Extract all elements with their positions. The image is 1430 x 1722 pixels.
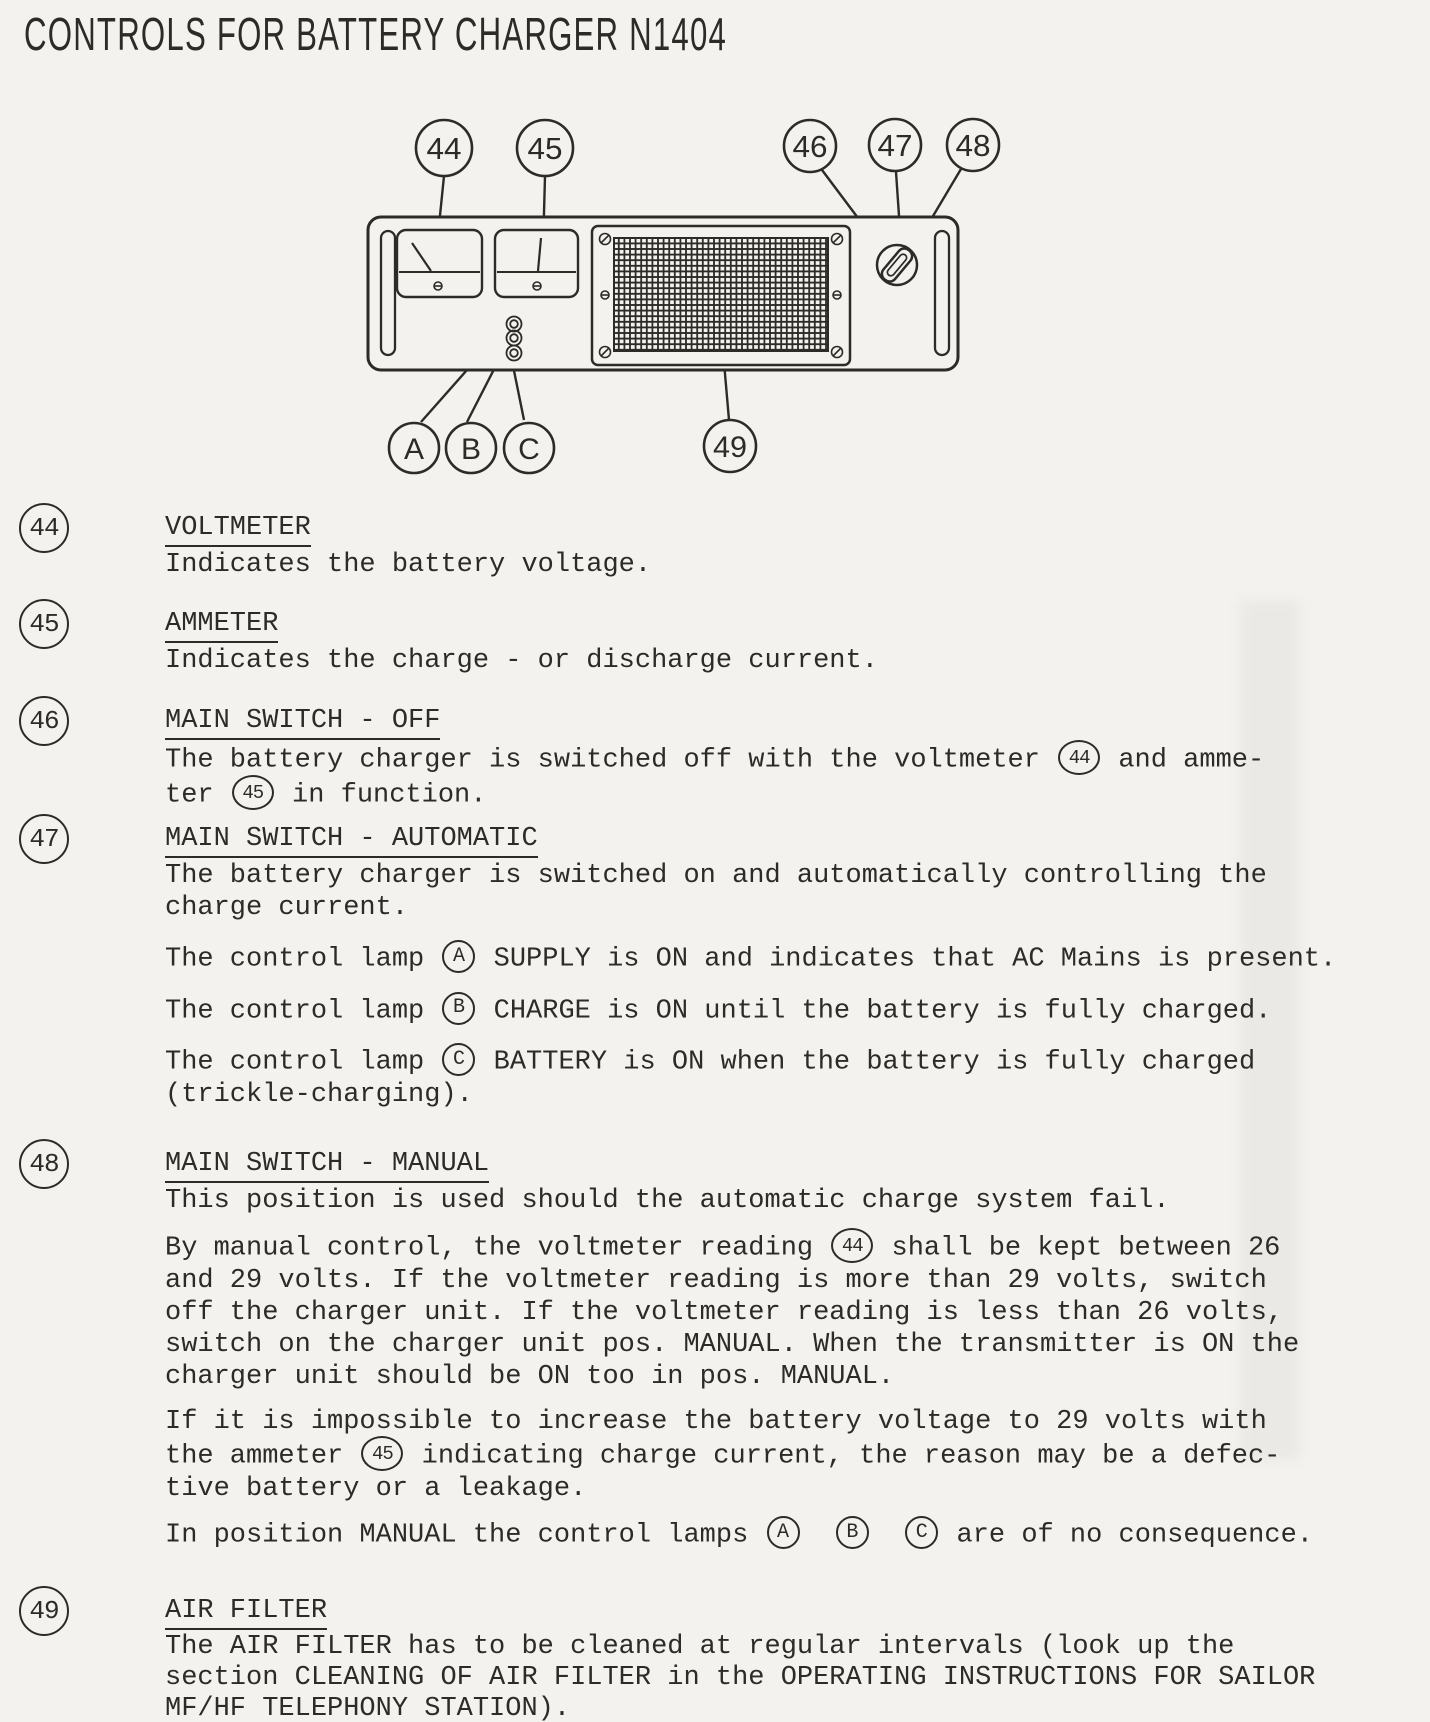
section-heading-text: AMMETER [165,608,278,643]
section-heading-text: VOLTMETER [165,512,311,547]
inline-ref-circle-c: C [442,1043,475,1076]
text-segment: The AIR FILTER has to be cleaned at regular intervals (look up the [165,1632,1235,1662]
section-body [165,1148,1315,1552]
callout-c-label: C [518,433,540,466]
paragraph [165,994,1315,1028]
paragraph [165,742,1315,812]
section-heading [165,1148,1315,1183]
text-segment: charger unit should be ON too in pos. MANUAL. [165,1362,895,1392]
inline-ref-circle-44: 44 [1058,740,1100,775]
text-line [165,549,1315,581]
text-segment: The control lamp [165,944,441,975]
page-title: CONTROLS FOR BATTERY CHARGER N1404 [24,10,728,61]
text-segment: charge current. [165,893,409,923]
callout-b-label: B [460,433,482,466]
paragraph [165,1185,1315,1217]
text-segment: The control lamp [165,996,441,1027]
callout-46-label: 46 [792,129,828,164]
text-segment [871,1521,903,1551]
text-segment: BATTERY is ON when the battery is fully charged [477,1047,1256,1078]
air-filter-grille [592,226,850,365]
section-heading-text: MAIN SWITCH - OFF [165,705,440,740]
section-ref-badge: 46 [19,696,69,746]
inline-ref-circle-c: C [905,1516,938,1549]
section-body [165,608,1315,677]
section-body [165,705,1315,812]
text-line [165,1518,1315,1552]
text-segment: the ammeter [165,1441,360,1472]
section-body [165,823,1337,1111]
text-line [165,1632,1315,1663]
inline-ref-circle-b: B [836,1516,869,1549]
paragraph [165,860,1315,924]
inline-ref-circle-a: A [767,1516,800,1549]
text-line [165,1297,1315,1329]
inline-ref-circle-a: A [442,940,475,973]
section-heading-text: MAIN SWITCH - MANUAL [165,1148,489,1183]
paragraph [165,1230,1315,1393]
text-segment: are of no consequence. [940,1520,1313,1551]
callout-47-label: 47 [877,128,913,163]
text-line [165,1663,1315,1694]
text-segment: The control lamp [165,1047,441,1078]
text-line [165,645,1315,677]
section-ref-badge: 47 [19,814,69,864]
section-heading [165,705,1315,740]
inline-ref-circle-44: 44 [831,1228,873,1263]
text-segment: off the charger unit. If the voltmeter reading is less than 26 volts, [165,1298,1283,1328]
text-segment: indicating charge current, the reason may be a defec- [405,1441,1281,1472]
text-line [165,1185,1315,1217]
text-segment: and amme- [1102,745,1265,776]
text-segment: CHARGE is ON until the battery is fully charged. [477,996,1272,1027]
section-48 [0,1148,1430,1565]
rotary-knob[interactable] [877,245,917,285]
paragraph [165,1518,1315,1552]
paragraph [165,1045,1315,1111]
text-segment: If it is impossible to increase the battery voltage to 29 volts with [165,1407,1267,1437]
filter-mesh [614,238,828,351]
text-segment: The battery charger is switched off with the voltmeter [165,745,1057,776]
text-line [165,1230,1315,1265]
text-segment: section CLEANING OF AIR FILTER in the OPERATING INSTRUCTIONS FOR SAILOR [165,1663,1316,1693]
inline-ref-circle-45: 45 [361,1436,403,1471]
text-segment: ter [165,780,230,811]
callout-a-label: A [403,433,425,466]
callout-45-label: 45 [527,131,563,166]
section-ref-badge: 48 [19,1139,69,1189]
text-segment: The battery charger is switched on and automatically controlling the [165,861,1267,891]
section-heading [165,823,1315,858]
paragraph [165,645,1315,677]
text-segment: in function. [275,780,487,811]
text-line [165,1045,1315,1079]
text-line [165,1079,1315,1111]
text-segment: shall be kept between 26 [875,1233,1281,1264]
text-line [165,1694,1315,1722]
text-segment: (trickle-charging). [165,1079,473,1110]
section-heading [165,1595,1315,1630]
inline-ref-circle-45: 45 [232,775,274,810]
text-line [165,1406,1315,1438]
section-heading-text: MAIN SWITCH - AUTOMATIC [165,823,538,858]
text-line [165,1329,1315,1361]
text-segment: SUPPLY is ON and indicates that AC Mains is present. [477,944,1337,975]
callout-49-label: 49 [713,431,747,464]
text-line [165,860,1315,892]
text-line [165,1438,1315,1473]
callout-44-label: 44 [426,131,462,166]
text-segment: Indicates the battery voltage. [165,550,652,580]
section-49 [0,1595,1430,1722]
paragraph [165,1632,1315,1722]
section-ref-badge: 45 [19,599,69,649]
callout-48-label: 48 [955,128,991,163]
text-line [165,994,1315,1028]
section-45 [0,608,1430,690]
section-46 [0,705,1430,825]
text-segment: Indicates the charge - or discharge current. [165,646,878,676]
text-segment: tive battery or a leakage. [165,1474,587,1504]
section-heading [165,608,1315,643]
text-line [165,1361,1315,1393]
section-body [165,512,1315,581]
paragraph [165,1406,1315,1505]
paragraph [165,942,1337,976]
text-segment: MF/HF TELEPHONY STATION). [165,1694,571,1722]
text-line [165,942,1337,976]
text-segment: By manual control, the voltmeter reading [165,1233,830,1264]
text-segment: This position is used should the automatic charge system fail. [165,1186,1170,1216]
text-segment [802,1521,834,1551]
text-line [165,1265,1315,1297]
text-line [165,777,1315,812]
text-line [165,892,1315,924]
section-ref-badge: 49 [19,1586,69,1636]
text-line [165,742,1315,777]
text-segment: In position MANUAL the control lamps [165,1520,765,1551]
section-44 [0,512,1430,594]
text-line [165,1473,1315,1505]
section-body [165,1595,1315,1722]
paragraph [165,549,1315,581]
text-segment: switch on the charger unit pos. MANUAL. When the transmitter is ON the [165,1330,1300,1360]
section-heading-text: AIR FILTER [165,1595,327,1630]
inline-ref-circle-b: B [442,992,475,1025]
section-ref-badge: 44 [19,503,69,553]
panel-diagram [0,95,1430,480]
section-heading [165,512,1315,547]
text-segment: and 29 volts. If the voltmeter reading is more than 29 volts, switch [165,1266,1267,1296]
section-47 [0,823,1430,1129]
